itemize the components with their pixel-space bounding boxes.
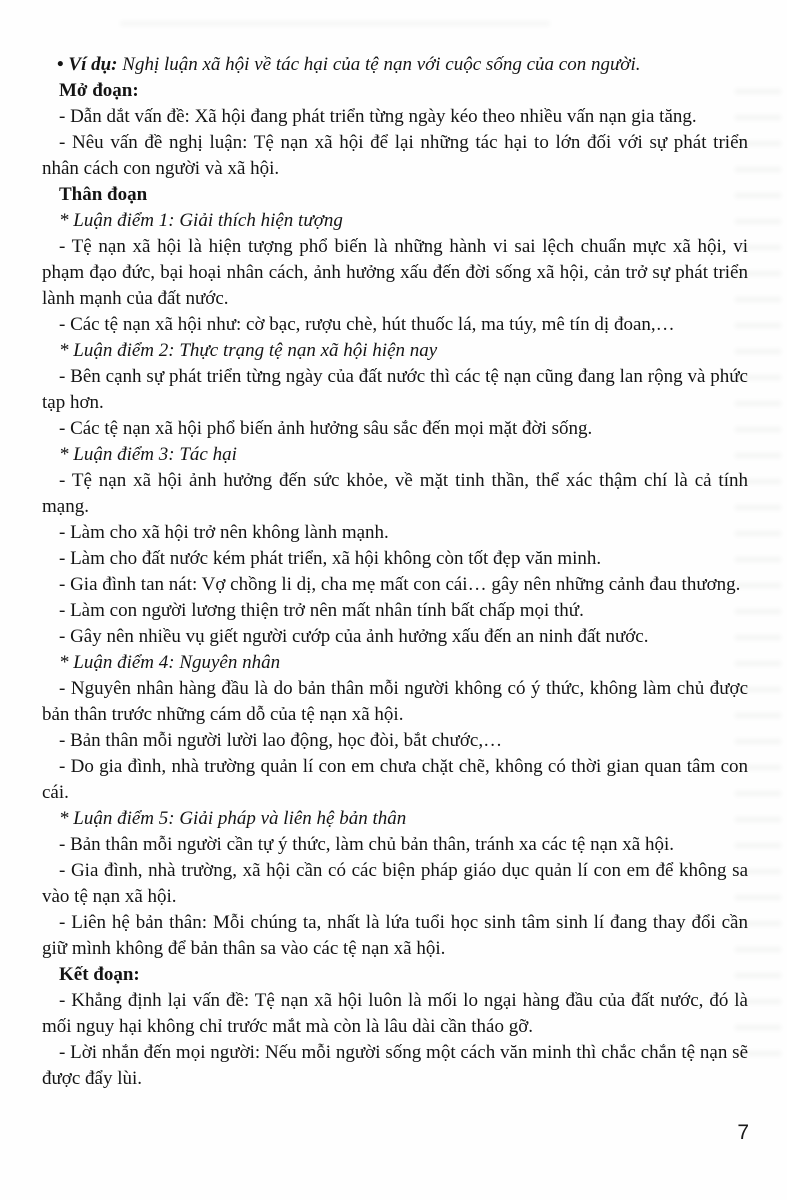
paragraph-body: - Dẫn dắt vấn đề: Xã hội đang phát triển từng ngày kéo theo nhiều vấn nạn gia tăng. [59, 106, 697, 127]
paragraph-body: - Tệ nạn xã hội là hiện tượng phổ biến là những hành vi sai lệch chuẩn mực xã hội, vi phạm đạo đức, bại hoại nhân cách, ảnh hưởng xấu đến đời sống xã hội, cản trở sự phát triển lành mạnh của đất nước. [42, 236, 748, 309]
page-number: 7 [737, 1121, 749, 1144]
paragraph-body: - Do gia đình, nhà trường quản lí con em chưa chặt chẽ, không có thời gian quan tâm con cái. [42, 756, 748, 803]
paragraph-point: * Luận điểm 1: Giải thích hiện tượng [59, 210, 343, 231]
paragraph-body: - Tệ nạn xã hội ảnh hưởng đến sức khỏe, về mặt tinh thần, thể xác thậm chí là cả tính mạng. [42, 470, 748, 517]
paragraph-body: - Nguyên nhân hàng đầu là do bản thân mỗi người không có ý thức, không làm chủ được bản thân trước những cám dỗ của tệ nạn xã hội. [42, 678, 748, 725]
paragraph-body: - Bên cạnh sự phát triển từng ngày của đất nước thì các tệ nạn cũng đang lan rộng và phức tạp hơn. [42, 366, 748, 413]
paragraph-heading: Kết đoạn: [59, 964, 140, 985]
paragraph-body: - Làm cho xã hội trở nên không lành mạnh. [59, 522, 389, 543]
paragraph-body: - Các tệ nạn xã hội như: cờ bạc, rượu chè, hút thuốc lá, ma túy, mê tín dị đoan,… [59, 314, 675, 335]
document-body [42, 52, 748, 1092]
bullet-icon: • [57, 54, 69, 75]
paragraph-point: * Luận điểm 3: Tác hại [59, 444, 237, 465]
paragraph-body: - Làm cho đất nước kém phát triển, xã hội không còn tốt đẹp văn minh. [59, 548, 602, 569]
paragraph-body: - Gây nên nhiều vụ giết người cướp của ảnh hưởng xấu đến an ninh đất nước. [59, 626, 649, 647]
example-label: Ví dụ: [68, 54, 118, 75]
paragraph-body: - Khẳng định lại vấn đề: Tệ nạn xã hội luôn là mối lo ngại hàng đầu của đất nước, đó là mối nguy hại không chỉ trước mắt mà còn là lâu dài cần tháo gỡ. [42, 990, 748, 1037]
paragraph-body: - Bản thân mỗi người lười lao động, học đòi, bắt chước,… [59, 730, 503, 751]
paragraph-body: - Gia đình, nhà trường, xã hội cần có các biện pháp giáo dục quản lí con em để không sa vào tệ nạn xã hội. [42, 860, 748, 907]
paragraph-heading: Thân đoạn [59, 184, 148, 205]
paragraph-point: * Luận điểm 5: Giải pháp và liên hệ bản thân [59, 808, 407, 829]
paragraph-body: - Bản thân mỗi người cần tự ý thức, làm chủ bản thân, tránh xa các tệ nạn xã hội. [59, 834, 674, 855]
paragraph-point: * Luận điểm 2: Thực trạng tệ nạn xã hội hiện nay [59, 340, 438, 361]
example-text: Nghị luận xã hội về tác hại của tệ nạn với cuộc sống của con người. [117, 54, 641, 75]
paragraph-point: * Luận điểm 4: Nguyên nhân [59, 652, 281, 673]
paragraph-example [42, 52, 748, 78]
paragraph-body: - Lời nhắn đến mọi người: Nếu mỗi người sống một cách văn minh thì chắc chắn tệ nạn sẽ được đẩy lùi. [42, 1042, 748, 1089]
scan-bleedthrough-top [120, 12, 550, 34]
paragraph-body: - Các tệ nạn xã hội phổ biến ảnh hưởng sâu sắc đến mọi mặt đời sống. [59, 418, 593, 439]
paragraph-body: - Làm con người lương thiện trở nên mất nhân tính bất chấp mọi thứ. [59, 600, 584, 621]
paragraph-body: - Gia đình tan nát: Vợ chồng li dị, cha mẹ mất con cái… gây nên những cảnh đau thương. [59, 574, 741, 595]
paragraph-body: - Liên hệ bản thân: Mỗi chúng ta, nhất là lứa tuổi học sinh tâm sinh lí đang thay đổi cần giữ mình không để bản thân sa vào các tệ nạn xã hội. [42, 912, 748, 959]
paragraph-heading: Mở đoạn: [59, 80, 139, 101]
paragraph-body: - Nêu vấn đề nghị luận: Tệ nạn xã hội để lại những tác hại to lớn đối với sự phát triển nhân cách con người và xã hội. [42, 132, 748, 179]
